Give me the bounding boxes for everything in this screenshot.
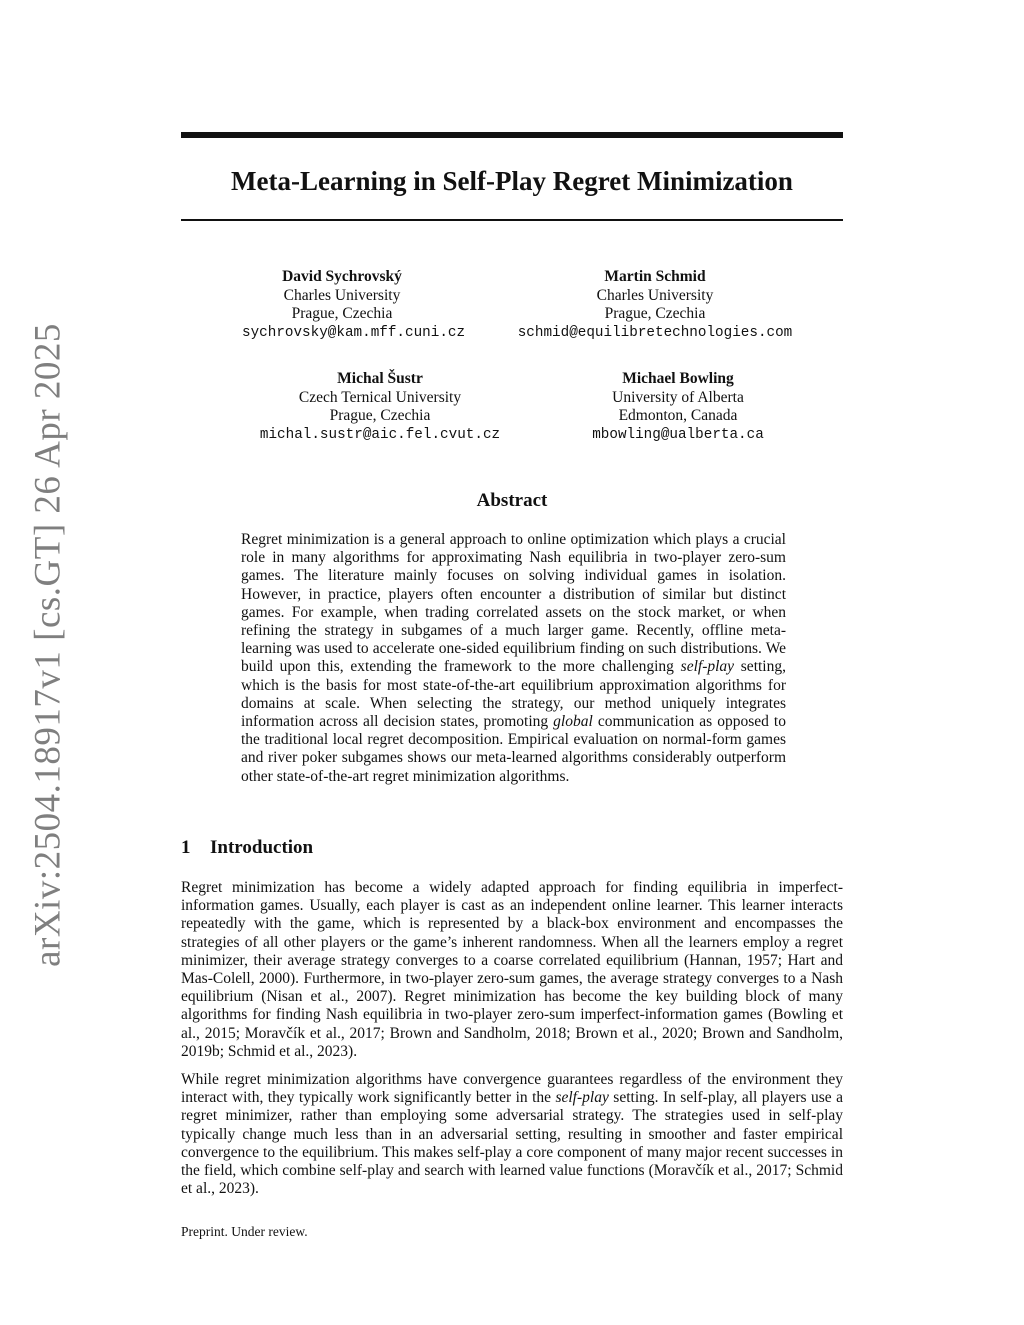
paragraph-emphasis: self-play [555, 1089, 609, 1107]
paper-title: Meta-Learning in Self-Play Regret Minimization [231, 166, 793, 196]
paragraph-text-segment: setting. In self-play, all players use a regret minimizer, rather than employing some adversarial strategy. The strategies used in self-play typically change much less than in an adversarial setting, resulting in smoother and faster empirical convergence to the equilibrium. This makes self-play a core component of many major recent successes in the field, which combine self-play and search with learned value functions (Moravčík et al., 2017; Schmid et al., 2023). [181, 1089, 843, 1198]
abstract-text-segment: communication as opposed to the traditional local regret decomposition. Empirical evaluation on normal-form games and river poker subgames shows our meta-learned algorithms considerably outperform other state-of-the-art regret minimization algorithms. [241, 713, 786, 785]
author-affiliation: University of Alberta [612, 388, 744, 406]
author-name: Martin Schmid [604, 268, 706, 285]
author-block [505, 268, 805, 342]
section-number: 1 [181, 837, 191, 858]
arxiv-identifier-stamp: arXiv:2504.18917v1 [cs.GT] 26 Apr 2025 [27, 323, 69, 967]
author-location: Prague, Czechia [604, 305, 706, 322]
abstract-heading: Abstract [476, 490, 548, 511]
author-email[interactable]: michal.sustr@aic.fel.cvut.cz [259, 426, 501, 443]
author-name: David Sychrovský [282, 268, 402, 285]
title-top-rule [181, 132, 843, 138]
section-title: Introduction [210, 837, 314, 858]
abstract-emphasis: self-play [680, 658, 735, 676]
author-location: Prague, Czechia [291, 305, 393, 322]
author-affiliation: Charles University [596, 286, 714, 304]
title-bottom-rule [181, 219, 843, 221]
abstract-text-segment: setting, which is the basis for most state-of-the-art equilibrium approximation algorithms for domains at scale. When selecting the strategy, our method uniquely integrates information across all decision states, promoting [241, 658, 786, 731]
author-block [242, 268, 466, 342]
intro-paragraph-2 [181, 1071, 843, 1198]
intro-paragraph-1: Regret minimization has become a widely adapted approach for finding equilibria in imperfect-information games. Usually, each player is cast as an independent online learner. This learner interacts repeatedly with the game, which is represented by a black-box environment and encompasses the strategies of all other players or the game’s inherent randomness. When all the learners employ a regret minimizer, their average strategy converges to a coarse correlated equilibrium (Hannan, 1957; Hart and Mas-Colell, 2000). Furthermore, in two-player zero-sum games, the average strategy converges to a Nash equilibrium (Nisan et al., 2007). Regret minimization has become the key building block of many algorithms for finding Nash equilibria in two-player zero-sum imperfect-information games (Bowling et al., 2015; Moravčík et al., 2017; Brown and Sandholm, 2018; Brown et al., 2020; Brown and Sandholm, 2019b; Schmid et al., 2023). [181, 879, 843, 1060]
author-email[interactable]: sychrovsky@kam.mff.cuni.cz [242, 324, 466, 341]
author-affiliation: Charles University [283, 286, 401, 304]
author-block [250, 370, 510, 444]
author-block [568, 370, 788, 444]
preprint-footnote: Preprint. Under review. [181, 1224, 308, 1239]
author-affiliation: Czech Ternical University [298, 388, 462, 406]
section-heading [181, 836, 313, 860]
abstract-text-segment: Regret minimization is a general approach to online optimization which plays a crucial role in many algorithms for approximating Nash equilibria in two-player zero-sum games. The literature mainly focuses on solving individual games in isolation. However, in practice, players often encounter a distribution of similar but distinct games. For example, when trading correlated assets on the stock market, or when refining the strategy in subgames of a much larger game. Recently, offline meta-learning was used to accelerate one-sided equilibrium finding on such distributions. We build upon this, extending the framework to the more challenging [241, 531, 786, 676]
paragraph-text-segment: While regret minimization algorithms have convergence guarantees regardless of the environment they interact with, they typically work significantly better in the [181, 1071, 843, 1107]
author-location: Edmonton, Canada [618, 407, 738, 424]
author-name: Michael Bowling [622, 370, 734, 387]
author-name: Michal Šustr [337, 370, 423, 387]
abstract-emphasis: global [553, 713, 593, 731]
abstract-text [241, 531, 786, 786]
author-email[interactable]: mbowling@ualberta.ca [592, 426, 764, 443]
author-email[interactable]: schmid@equilibretechnologies.com [517, 324, 793, 341]
author-location: Prague, Czechia [329, 407, 431, 424]
